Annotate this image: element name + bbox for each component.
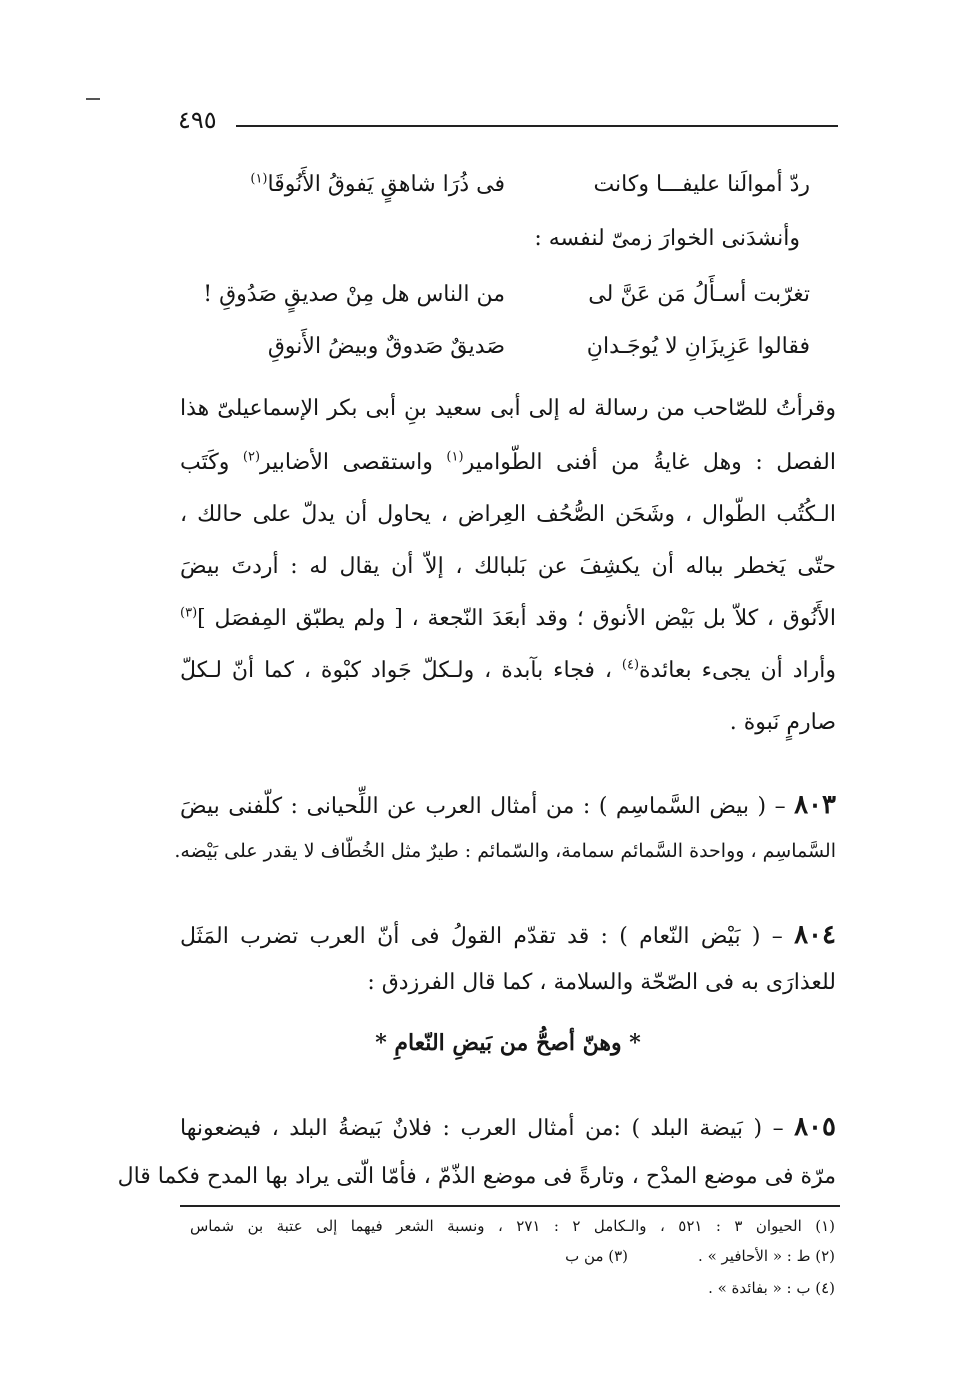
- footnote-2: (٢) ط : « الأحافير » .: [698, 1247, 835, 1265]
- verse2-right-hemistich: تغرّبت أسـأَلُ مَن عَنَّ لى: [588, 282, 810, 307]
- entry-804-verse: * وهنّ أصحُّ من بَيضِ النّعامِ *: [375, 1030, 641, 1056]
- footnote-row-2: [190, 1244, 835, 1268]
- header-rule: [236, 125, 838, 127]
- verse3-right-hemistich: فقالوا عَزِيزَانِ لا يُوجَـدانِ: [586, 334, 810, 359]
- verse3-left-hemistich: صَديقٌ صَدوقٌ وبيضُ الأَنوقِ: [267, 334, 505, 359]
- verse1-right-hemistich: ردّ أموالَنا عليفـــا وكانت: [593, 172, 810, 197]
- entry-803-line-2: السَّماسِم ، وواحدة السَّمائم سمامة، والسّمائم : طيرٌ مثل الخُطّاف لا يقدر على بَيْضه.: [174, 840, 836, 862]
- entry-804-text-1: – ( بَيْض النّعام ) : قد تقدّم القولُ فى أنّ العرب تضرب المَثَل: [180, 924, 783, 949]
- entry-805-number: ٨٠٥: [794, 1112, 836, 1142]
- paragraph-line-2c: وكَتَب: [180, 450, 230, 475]
- entry-805-line-2: مرّة فى موضع المدْح ، وتارةً فى موضع الذّمّ ، فأمّا الّتى يراد بها المدح فكما قال: [117, 1164, 836, 1189]
- entry-804-number: ٨٠٤: [794, 920, 836, 950]
- footnote-ref-2: (٢): [242, 449, 261, 465]
- paragraph-line-2: [180, 446, 836, 480]
- margin-mark: [86, 98, 100, 100]
- paragraph-line-6: [180, 654, 836, 688]
- verse2-intro: وأنشدَنى الخوارَ زمىّ لنفسه :: [534, 226, 800, 251]
- footnote-ref-3: (٣): [180, 605, 198, 621]
- footnote-3: (٣) من ب: [565, 1247, 629, 1265]
- entry-805-text-1: – ( بَيضة البلد ) :من أمثال العرب : فلانٌ بَيضةُ البلد ، فيضعونها: [180, 1116, 784, 1141]
- footnote-ref-1: (١): [250, 171, 268, 187]
- footnote-4: (٤) ب : « بفائدة » .: [708, 1279, 835, 1297]
- paragraph-line-1: وقرأتُ للصّاحب من رسالة له إلى أبى سعيد بنِ أبى بكر الإسماعيلىّ هذا: [180, 396, 836, 421]
- verse1-left-hemistich: [190, 168, 505, 202]
- paragraph-line-3: الـكُتُب الطّوال ، وشَحَن الصُّحُف العِراض ، يحاول أن يدلّ على حالك ،: [180, 502, 836, 527]
- paragraph-line-7: صارمٍ نَبوة .: [729, 710, 836, 735]
- entry-803-line-1: [180, 788, 836, 824]
- paragraph-line-2a: الفصل : وهل غايةُ من أفنى الطّوامير: [463, 450, 836, 475]
- verse1-left-text: فى ذُرَا شاهقٍ يَفوقُ الأَنُوقَا: [267, 172, 505, 197]
- entry-804-line-1: [180, 918, 836, 954]
- paragraph-line-5a: الأَنُوق ، كلاّ بل بَيْض الأنوق ؛ وقد أبعَدَ النّجعة ، [ ولم يطبّق المِفصَل ]: [197, 606, 836, 631]
- verse2-left-hemistich: من الناس هل مِنْ صديقٍ صَدُوقِ !: [203, 282, 505, 307]
- page-header: [178, 105, 838, 145]
- footnote-ref-1b: (١): [446, 449, 464, 465]
- paragraph-line-2b: واستقصى الأضابير: [260, 450, 433, 475]
- entry-805-line-1: [180, 1110, 836, 1146]
- entry-803-number: ٨٠٣: [794, 790, 836, 820]
- paragraph-line-6a: وأراد أن يجىء بعائدة: [639, 658, 836, 683]
- page-number: ٤٩٥: [178, 106, 217, 134]
- footnote-rule: [180, 1205, 840, 1207]
- entry-803-text-1: – ( بيض السَّماسِم ) : من أمثال العرب عن اللِّحيانى : كلّفنى بيضَ: [180, 794, 786, 819]
- paragraph-line-6b: ، فجاء بآبدة ، ولـكلّ جَواد كبْوة ، كما أنّ لـكلّ: [180, 658, 612, 683]
- entry-804-line-2: للعذارَى به فى الصّحّة والسلامة ، كما قال الفرزدق :: [367, 970, 836, 995]
- paragraph-line-5: [180, 602, 836, 636]
- paragraph-line-4: حتّى يَخطر بباله أن يكشِفَ عن بَلبالك ، إلاّ أن يقال له : أردتَ بيضَ: [180, 554, 836, 579]
- footnote-ref-4: (٤): [621, 657, 640, 673]
- footnote-1: (١) الحيوان ٣ : ٥٢١ ، والـكامل ٢ : ٢٧١ ، ونسبة الشعر فيهما إلى عتبة بن شماس: [190, 1217, 835, 1235]
